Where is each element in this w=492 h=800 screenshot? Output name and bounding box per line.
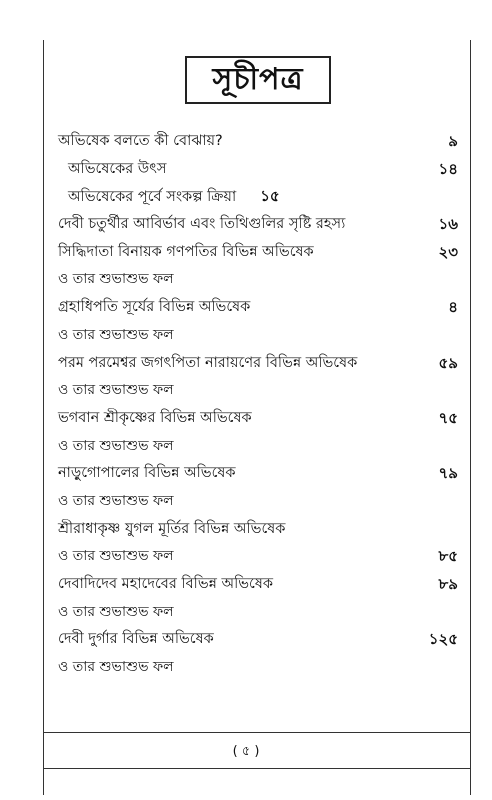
toc-entry [58,599,458,627]
toc-entry [58,516,458,544]
toc-entry-text: ও তার শুভাশুভ ফল [58,492,174,509]
toc-entry-text: অভিষেকের পূর্বে সংকল্প ক্রিয়া [68,189,237,206]
toc-page-number: ১৪ [438,159,458,178]
toc-entry-text: ও তার শুভাশুভ ফল [58,382,174,399]
toc-entry [58,654,458,682]
toc-entry [58,433,458,461]
toc-entry [58,128,458,156]
toc-entry-text: শ্রীরাধাকৃষ্ণ যুগল মূর্তির বিভিন্ন অভিষেক [58,520,286,537]
toc-entry-text: ও তার শুভাশুভ ফল [58,548,174,565]
toc-page-number: ৭৫ [438,408,458,427]
page-number-footer: ( ৫ ) [232,744,260,759]
bottom-divider [43,768,471,769]
toc-page-number: ৯ [448,132,458,150]
toc-entry [58,239,458,267]
toc-entry-text: অভিষেক বলতে কী বোঝায়? [58,133,223,149]
toc-entry-text: ও তার শুভাশুভ ফল [58,326,174,343]
toc-entry [58,183,458,211]
toc-page-number: ১২৫ [428,630,458,649]
toc-entry-text: নাড়ুগোপালের বিভিন্ন অভিষেক [58,465,236,482]
toc-page-number: ৫৯ [438,353,458,372]
toc-entry-text: দেবাদিদেব মহাদেবের বিভিন্ন অভিষেক [58,576,273,592]
toc-entry [58,156,458,184]
page-title: সূচীপত্র [212,61,304,97]
toc-entry-text: ও তার শুভাশুভ ফল [58,271,174,288]
toc-page-number: ৪ [448,298,458,317]
toc-entry-text: ও তার শুভাশুভ ফল [58,437,174,454]
toc-entry-text: সিদ্ধিদাতা বিনায়ক গণপতির বিভিন্ন অভিষেক [58,243,314,260]
toc-entry [58,571,458,599]
toc-page-number: ৮৫ [438,547,458,566]
toc-entry-text: অভিষেকের উৎস [68,160,167,177]
toc-entry [58,405,458,433]
toc-entry-text: ভগবান শ্রীকৃষ্ণের বিভিন্ন অভিষেক [58,409,252,426]
toc-entry [58,322,458,350]
toc-page-number: ৭৯ [438,464,458,483]
toc-entry-text: ও তার শুভাশুভ ফল [58,603,174,620]
toc-page-number: ১৬ [438,215,458,234]
toc-page-number: ১৫ [260,187,280,206]
toc-entry [58,350,458,378]
toc-entry [58,294,458,322]
toc-page-number: ৮৯ [438,575,458,593]
title-box [185,56,331,104]
toc-entry-text: গ্রহাধিপতি সূর্যের বিভিন্ন অভিষেক [58,299,251,316]
toc-entry [58,266,458,294]
toc-entry-text: দেবী দুর্গার বিভিন্ন অভিষেক [58,631,214,648]
toc-entry [58,377,458,405]
toc-entry-text: ও তার শুভাশুভ ফল [58,659,174,676]
footer-divider [43,732,471,733]
toc-entry [58,543,458,571]
toc-page-number: ২৩ [438,242,458,261]
table-of-contents [58,128,458,682]
toc-entry-text: দেবী চতুর্থীর আবির্ভাব এবং তিথিগুলির সৃষ্টি রহস্য [58,216,346,233]
toc-entry [58,488,458,516]
toc-entry-text: পরম পরমেশ্বর জগৎপিতা নারায়ণের বিভিন্ন অভিষেক [58,354,358,371]
toc-entry [58,211,458,239]
toc-entry [58,460,458,488]
toc-entry [58,626,458,654]
